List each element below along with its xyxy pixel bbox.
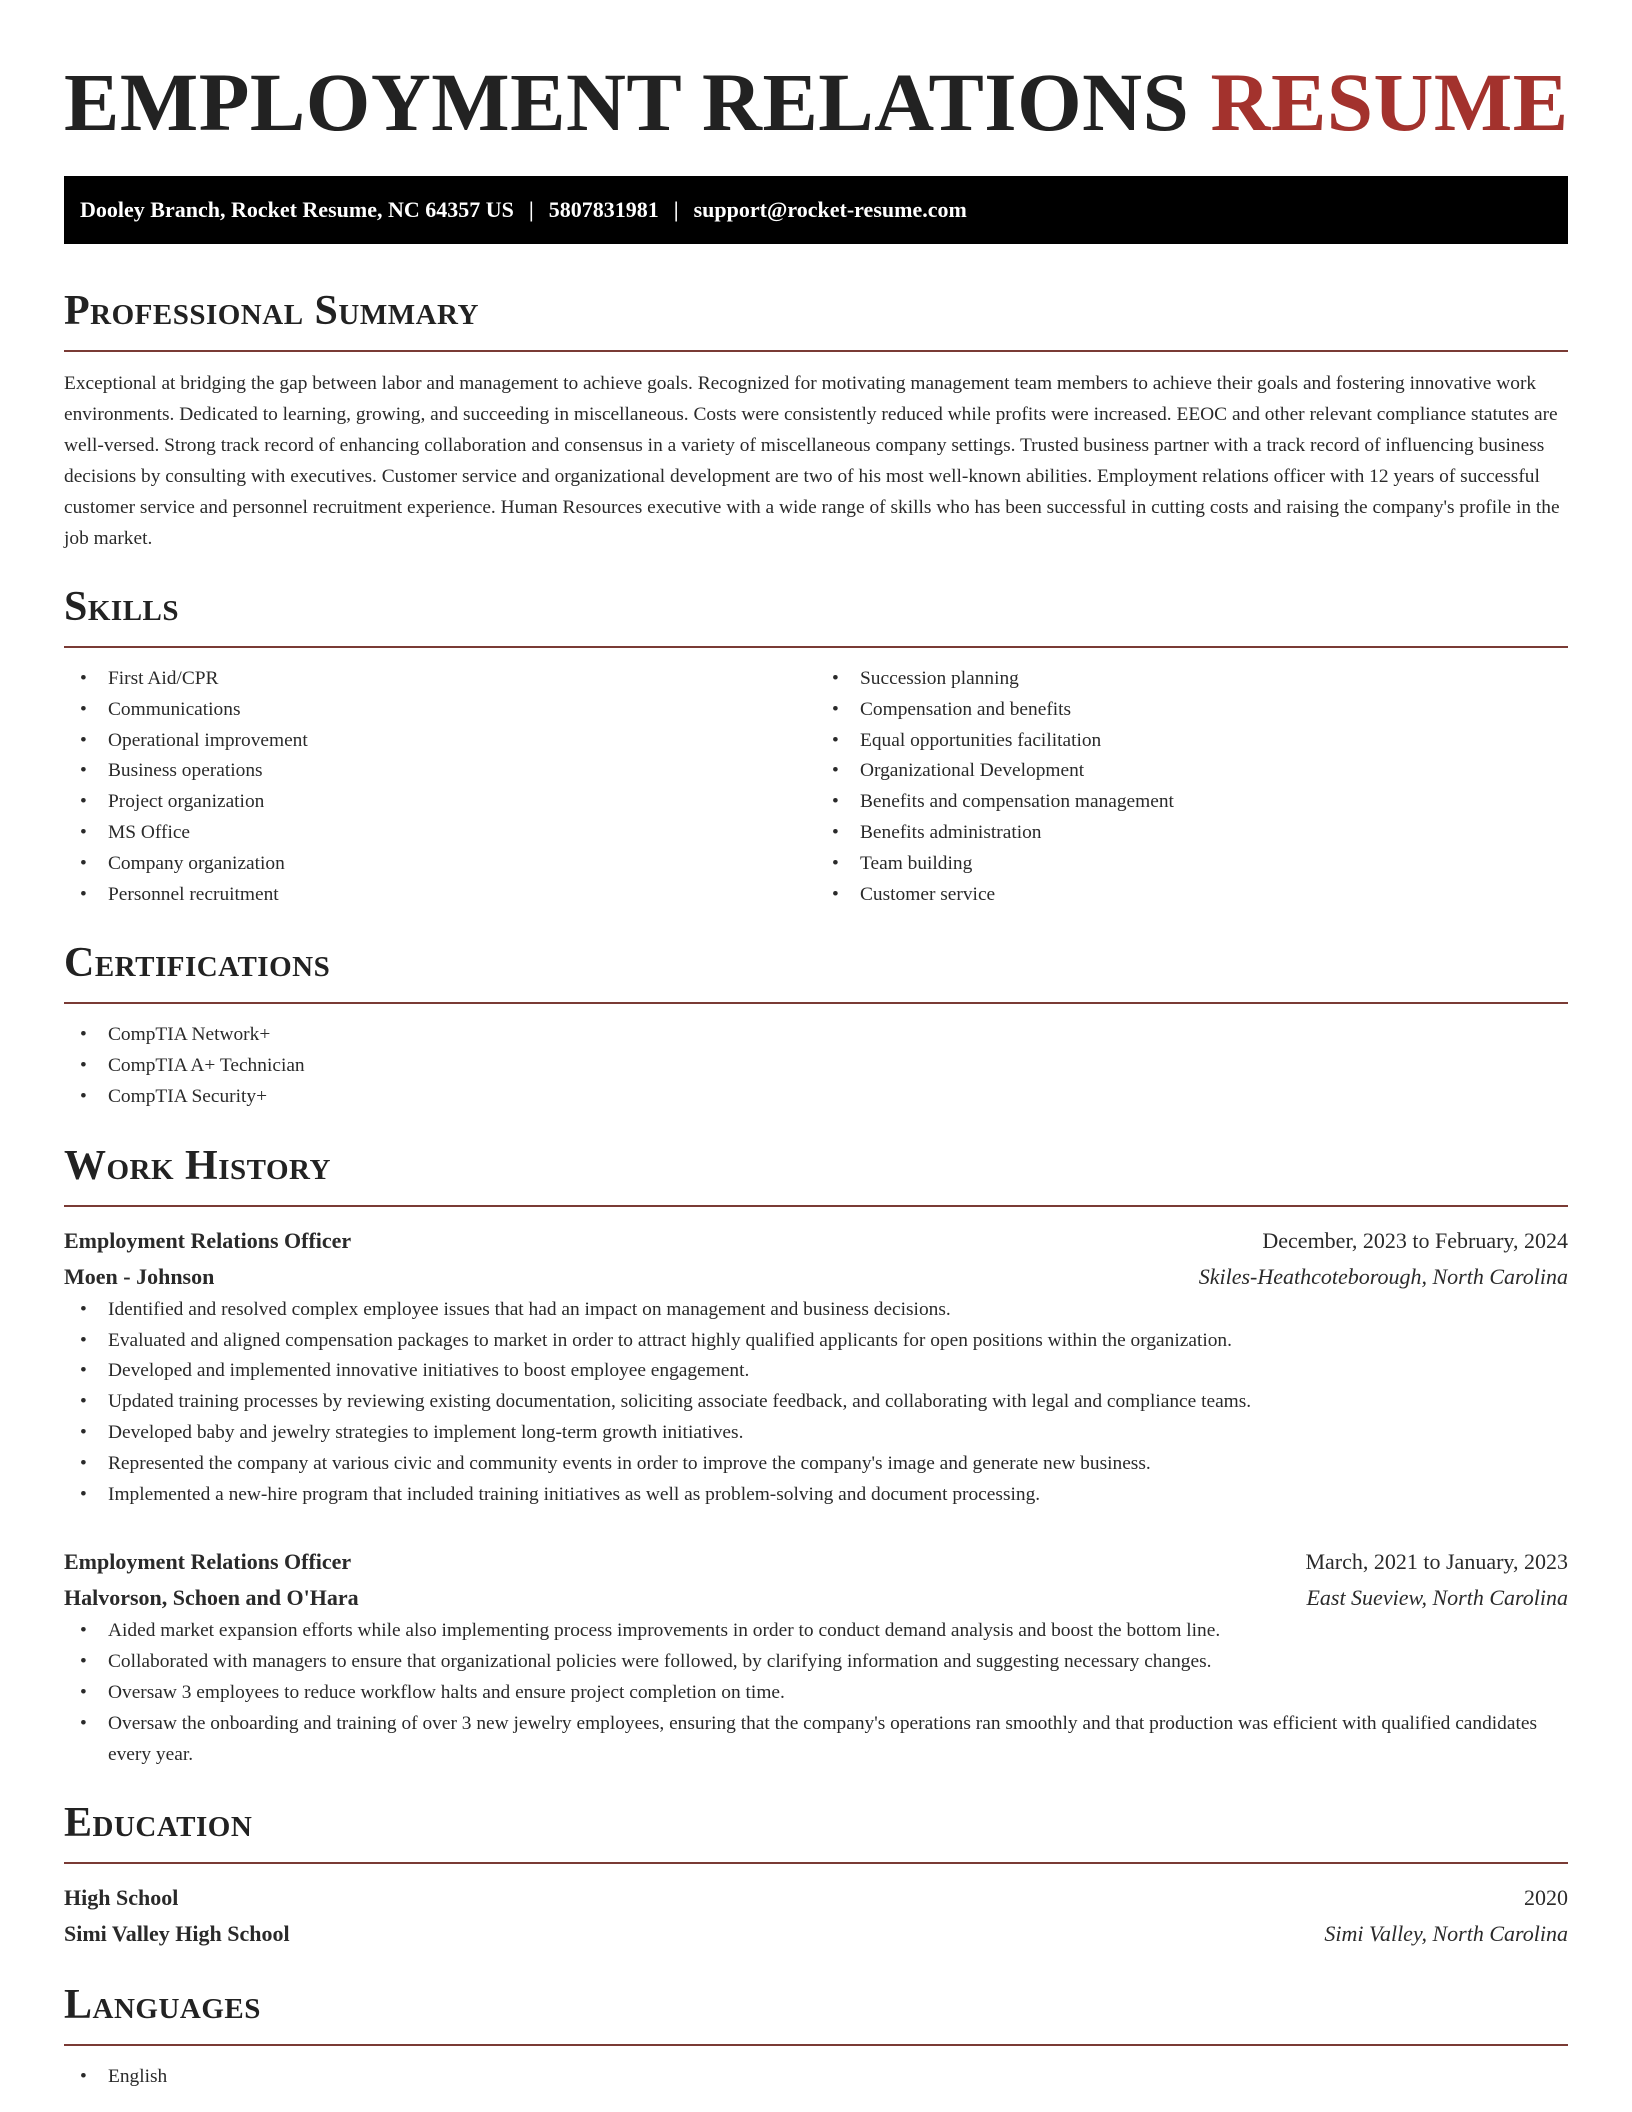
certifications-section bbox=[64, 938, 1568, 1112]
contact-address: Dooley Branch, Rocket Resume, NC 64357 US bbox=[80, 197, 514, 222]
certification-item: • CompTIA A+ Technician bbox=[64, 1051, 1568, 1082]
title-accent: RESUME bbox=[1210, 56, 1569, 148]
job-company: Moen - Johnson bbox=[64, 1263, 215, 1289]
section-heading: Languages bbox=[64, 1982, 261, 2029]
skill-item: • First Aid/CPR bbox=[64, 664, 816, 695]
job-bullet: • Developed baby and jewelry strategies to implement long-term growth initiatives. bbox=[64, 1418, 1568, 1449]
skill-item: • Organizational Development bbox=[816, 756, 1568, 787]
skills-section bbox=[64, 582, 1568, 910]
contact-separator: | bbox=[673, 197, 679, 222]
education-degree: High School bbox=[64, 1885, 179, 1911]
skills-list-left bbox=[64, 664, 816, 910]
education-school-row bbox=[64, 1916, 1568, 1952]
work-history-section bbox=[64, 1141, 1568, 1771]
job-title-row bbox=[64, 1223, 1568, 1259]
skill-item: • Succession planning bbox=[816, 664, 1568, 695]
job-bullet: • Developed and implemented innovative initiatives to boost employee engagement. bbox=[64, 1356, 1568, 1387]
skill-item: • Compensation and benefits bbox=[816, 695, 1568, 726]
skill-item: • Customer service bbox=[816, 880, 1568, 911]
job-dates: December, 2023 to February, 2024 bbox=[1262, 1227, 1568, 1253]
skills-grid bbox=[64, 664, 1568, 910]
skill-item: • MS Office bbox=[64, 818, 816, 849]
job-bullet: • Identified and resolved complex employee issues that had an impact on management and business decisions. bbox=[64, 1295, 1568, 1326]
section-heading: Skills bbox=[64, 584, 180, 630]
job-company-row bbox=[64, 1580, 1568, 1616]
job-title: Employment Relations Officer bbox=[64, 1549, 352, 1575]
job-bullet: • Oversaw the onboarding and training of over 3 new jewelry employees, ensuring that the company's operations ran smoothly and that production was efficient with qualified candidates every year. bbox=[64, 1709, 1568, 1771]
education-section bbox=[64, 1798, 1568, 1952]
contact-email: support@rocket-resume.com bbox=[693, 197, 967, 222]
education-degree-row bbox=[64, 1880, 1568, 1916]
contact-bar bbox=[64, 176, 1568, 244]
skill-item: • Equal opportunities facilitation bbox=[816, 726, 1568, 757]
job-bullet: • Collaborated with managers to ensure that organizational policies were followed, by clarifying information and suggesting necessary changes. bbox=[64, 1647, 1568, 1678]
job-title-row bbox=[64, 1544, 1568, 1580]
section-heading: Professional Summary bbox=[64, 288, 479, 334]
resume-title bbox=[64, 56, 1568, 148]
job-bullets bbox=[64, 1616, 1568, 1770]
job-title: Employment Relations Officer bbox=[64, 1227, 352, 1253]
section-divider bbox=[64, 2044, 1568, 2046]
education-school: Simi Valley High School bbox=[64, 1921, 290, 1947]
skill-item: • Business operations bbox=[64, 756, 816, 787]
section-heading: Education bbox=[64, 1800, 253, 1847]
skills-list-right bbox=[816, 664, 1568, 910]
section-divider bbox=[64, 350, 1568, 352]
summary-section bbox=[64, 286, 1568, 554]
job-bullets bbox=[64, 1295, 1568, 1511]
skill-item: • Company organization bbox=[64, 849, 816, 880]
skill-item: • Benefits and compensation management bbox=[816, 787, 1568, 818]
skill-item: • Personnel recruitment bbox=[64, 880, 816, 911]
job-bullet: • Oversaw 3 employees to reduce workflow halts and ensure project completion on time. bbox=[64, 1678, 1568, 1709]
job-company: Halvorson, Schoen and O'Hara bbox=[64, 1585, 359, 1611]
section-divider bbox=[64, 1205, 1568, 1207]
job-bullet: • Implemented a new-hire program that included training initiatives as well as problem-solving and document processing. bbox=[64, 1480, 1568, 1511]
section-divider bbox=[64, 1002, 1568, 1004]
education-year: 2020 bbox=[1524, 1885, 1568, 1911]
certification-item: • CompTIA Security+ bbox=[64, 1082, 1568, 1113]
job-bullet: • Represented the company at various civic and community events in order to improve the company's image and generate new business. bbox=[64, 1449, 1568, 1480]
languages-section bbox=[64, 1980, 1568, 2093]
certifications-list bbox=[64, 1020, 1568, 1112]
section-heading: Work History bbox=[64, 1142, 331, 1189]
job-location: East Sueview, North Carolina bbox=[1306, 1585, 1568, 1611]
skill-item: • Communications bbox=[64, 695, 816, 726]
contact-phone: 5807831981 bbox=[548, 197, 659, 222]
job-company-row bbox=[64, 1259, 1568, 1295]
education-location: Simi Valley, North Carolina bbox=[1324, 1921, 1568, 1947]
language-item: • English bbox=[64, 2062, 1568, 2093]
job-location: Skiles-Heathcoteborough, North Carolina bbox=[1198, 1263, 1568, 1289]
section-heading: Certifications bbox=[64, 940, 331, 987]
skill-item: • Operational improvement bbox=[64, 726, 816, 757]
job-dates: March, 2021 to January, 2023 bbox=[1305, 1549, 1568, 1575]
skill-item: • Team building bbox=[816, 849, 1568, 880]
summary-text: Exceptional at bridging the gap between labor and management to achieve goals. Recognized for motivating management team members to achieve their goals and fostering innovative work environments. Dedicated to learning, growing, and succeeding in miscellaneous. Costs were consistently reduced while profits were increased. EEOC and other relevant compliance statutes are well-versed. Strong track record of enhancing collaboration and consensus in a variety of miscellaneous company settings. Trusted business partner with a track record of influencing business decisions by consulting with executives. Customer service and organizational development are two of his most well-known abilities. Employment relations officer with 12 years of successful customer service and personnel recruitment experience. Human Resources executive with a wide range of skills who has been successful in cutting costs and raising the company's profile in the job market. bbox=[64, 373, 1560, 549]
section-divider bbox=[64, 646, 1568, 648]
contact-separator: | bbox=[528, 197, 534, 222]
skill-item: • Benefits administration bbox=[816, 818, 1568, 849]
job-bullet: • Evaluated and aligned compensation packages to market in order to attract highly qualified applicants for open positions within the organization. bbox=[64, 1326, 1568, 1357]
job-entry bbox=[64, 1544, 1568, 1770]
languages-list bbox=[64, 2062, 1568, 2093]
job-bullet: • Updated training processes by reviewing existing documentation, soliciting associate feedback, and collaborating with legal and compliance teams. bbox=[64, 1387, 1568, 1418]
job-entry bbox=[64, 1223, 1568, 1511]
skill-item: • Project organization bbox=[64, 787, 816, 818]
job-bullet: • Aided market expansion efforts while also implementing process improvements in order to conduct demand analysis and boost the bottom line. bbox=[64, 1616, 1568, 1647]
section-divider bbox=[64, 1862, 1568, 1864]
title-main: EMPLOYMENT RELATIONS bbox=[64, 56, 1190, 148]
certification-item: • CompTIA Network+ bbox=[64, 1020, 1568, 1051]
